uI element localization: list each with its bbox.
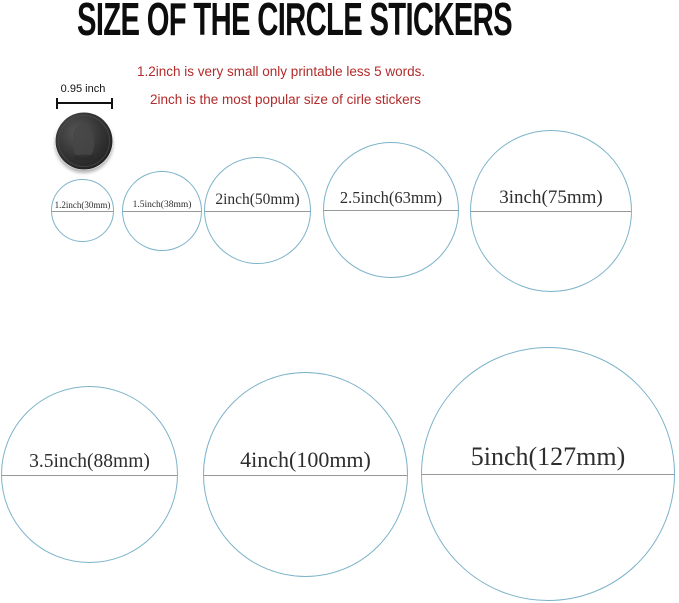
size-label: 2.5inch(63mm) <box>339 188 443 207</box>
diameter-line <box>2 475 177 476</box>
coin-measure-label: 0.95 inch <box>60 83 106 95</box>
note-popular-size: 2inch is the most popular size of cirle stickers <box>150 92 421 107</box>
size-label: 5inch(127mm) <box>470 442 626 471</box>
size-circle-5inch <box>421 347 675 601</box>
size-label: 3.5inch(88mm) <box>29 450 150 472</box>
diameter-line <box>205 211 310 212</box>
size-label: 3inch(75mm) <box>499 187 603 208</box>
size-label: 1.2inch(30mm) <box>54 199 111 210</box>
coin-measure-line <box>58 102 111 104</box>
page-title: SIZE OF THE CIRCLE STICKERS <box>77 0 512 46</box>
diameter-line <box>324 210 458 211</box>
size-circle-2-5inch <box>323 142 459 278</box>
diameter-line <box>422 474 674 475</box>
note-small-size: 1.2inch is very small only printable less 5 words. <box>137 64 426 79</box>
diameter-line <box>471 211 631 212</box>
coin-measure-bracket <box>56 98 113 109</box>
quarter-coin-icon <box>55 112 113 170</box>
size-circle-1-5inch <box>122 171 202 251</box>
size-circle-3inch <box>470 130 632 292</box>
size-circle-2inch <box>204 157 311 264</box>
size-circle-4inch <box>203 372 408 577</box>
size-label: 4inch(100mm) <box>240 446 371 472</box>
size-circle-3-5inch <box>1 386 178 563</box>
size-circle-1-2inch <box>51 179 114 242</box>
diameter-line <box>123 211 201 212</box>
quarter-coin-image <box>55 112 113 170</box>
diameter-line <box>52 211 113 212</box>
size-label: 1.5inch(38mm) <box>132 200 192 210</box>
diameter-line <box>204 475 407 476</box>
size-label: 2inch(50mm) <box>215 190 300 208</box>
